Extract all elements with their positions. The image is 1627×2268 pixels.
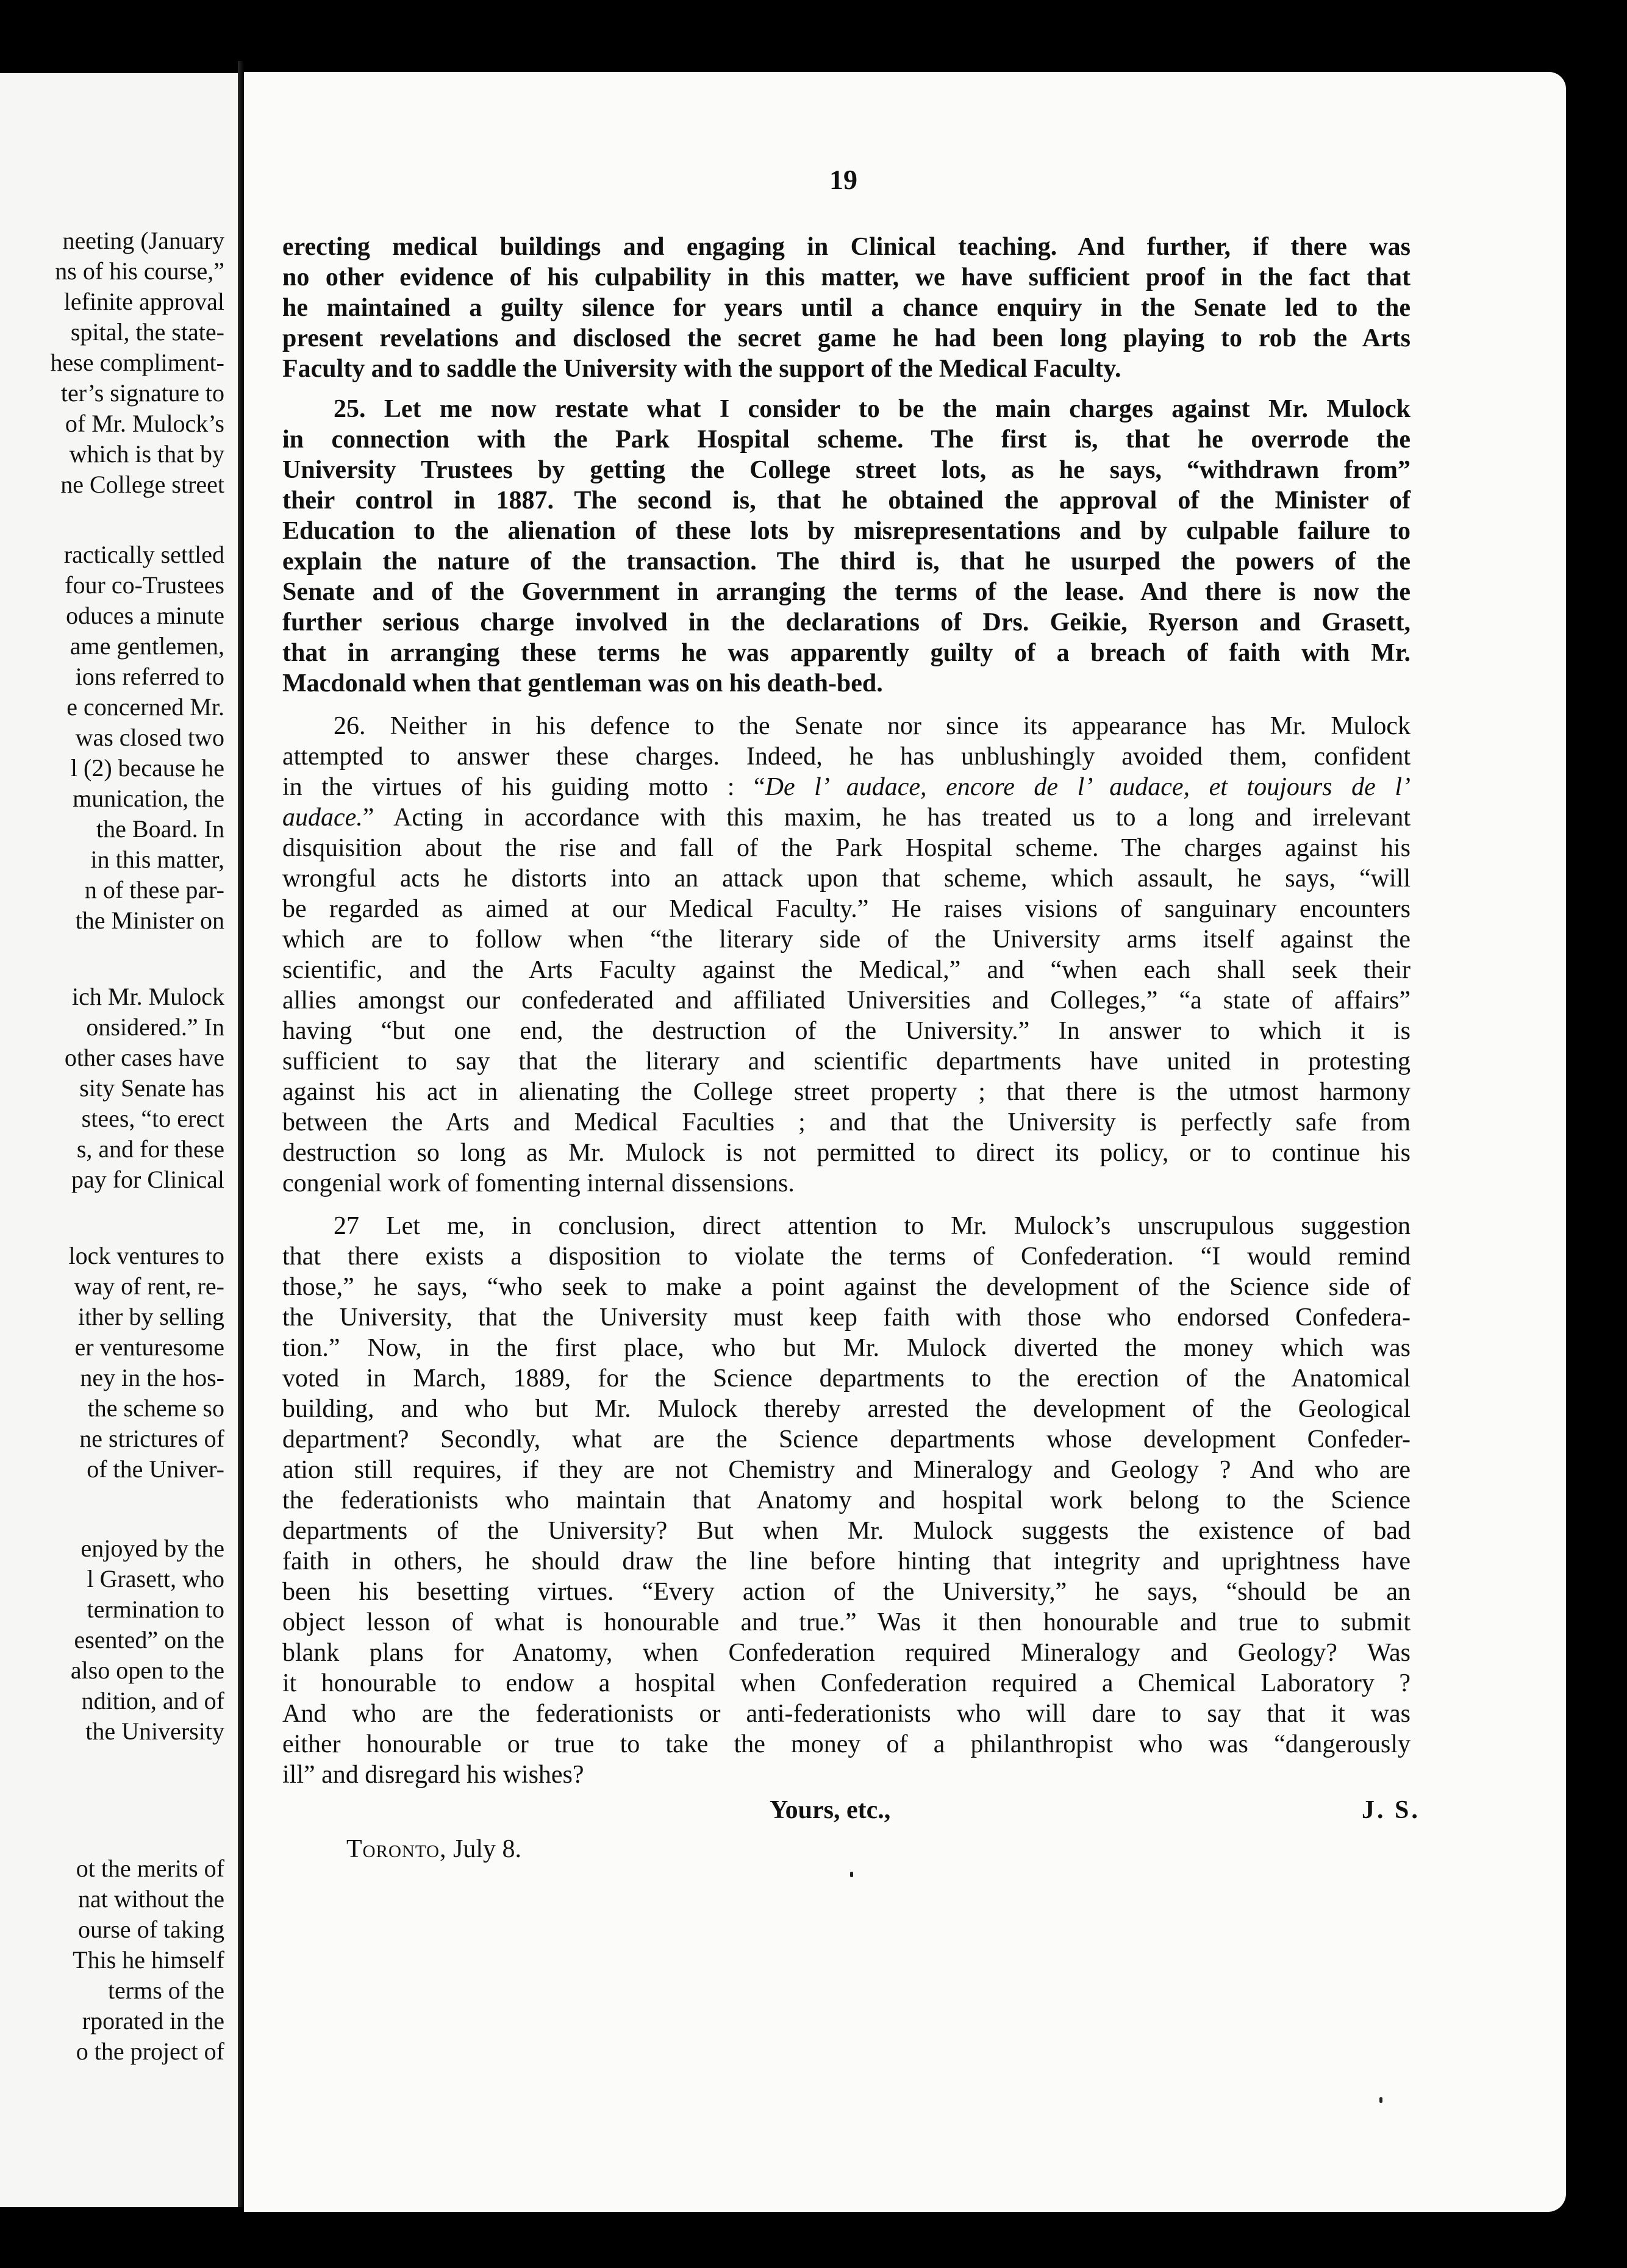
left-fragment-line: ractically settled: [63, 541, 224, 568]
text-line: Macdonald when that gentleman was on his death-bed.: [282, 669, 883, 697]
text-line: explain the nature of the transaction. The third is, that he usurped the powers of the: [282, 547, 1411, 576]
text-line: 26. Neither in his defence to the Senate nor since its appearance has Mr. Mulock: [334, 712, 1411, 740]
closing-salutation: Yours, etc.,: [770, 1796, 891, 1824]
left-fragment-block-3: [65, 982, 224, 1195]
left-fragment-line: neeting (January: [62, 227, 224, 254]
left-fragment-line: munication, the: [73, 785, 224, 812]
left-fragment-line: ne College street: [60, 471, 224, 498]
text-line: those,” he says, “who seek to make a point against the development of the Science side of: [282, 1273, 1411, 1301]
left-fragment-line: ter’s signature to: [60, 379, 224, 407]
paragraph-continuation: [282, 232, 1411, 384]
left-fragment-line: l Grasett, who: [87, 1565, 224, 1592]
text-line: that in arranging these terms he was apparently guilty of a breach of faith with Mr.: [282, 639, 1411, 667]
left-fragment-line: way of rent, re-: [74, 1272, 224, 1300]
left-fragment-block-4: [69, 1241, 225, 1485]
left-fragment-line: terms of the: [107, 1977, 224, 2004]
dateline: [346, 1834, 521, 1864]
text-line: University Trustees by getting the College street lots, as he says, “withdrawn from”: [282, 456, 1411, 484]
left-fragment-line: esented” on the: [74, 1626, 224, 1653]
text-line: scientific, and the Arts Faculty against the Medical,” and “when each shall seek their: [282, 956, 1411, 984]
left-fragment-line: also open to the: [70, 1656, 224, 1684]
text-line: having “but one end, the destruction of the University.” In answer to which it is: [282, 1017, 1411, 1045]
text-line: in connection with the Park Hospital scheme. The first is, that he overrode the: [282, 426, 1411, 454]
text-line: department? Secondly, what are the Science departments whose development Confeder-: [282, 1425, 1411, 1453]
date: July 8.: [452, 1835, 521, 1863]
left-fragment-line: ich Mr. Mulock: [72, 983, 224, 1010]
left-fragment-block-6: [73, 1853, 224, 2067]
paragraph-26: [282, 711, 1411, 1199]
left-fragment-line: oduces a minute: [66, 602, 224, 629]
text-line: the federationists who maintain that Anatomy and hospital work belong to the Science: [282, 1486, 1411, 1514]
text-line: allies amongst our confederated and affiliated Universities and Colleges,” “a state of affairs”: [282, 986, 1411, 1015]
left-fragment-line: ot the merits of: [76, 1855, 224, 1882]
text-line: between the Arts and Medical Faculties ; and that the University is perfectly safe from: [282, 1108, 1411, 1136]
text-line: 27 Let me, in conclusion, direct attention to Mr. Mulock’s unscrupulous suggestion: [334, 1212, 1411, 1240]
left-fragment-line: nat without the: [78, 1885, 224, 1913]
ink-speck: [850, 1872, 853, 1877]
text-line: ation still requires, if they are not Chemistry and Mineralogy and Geology ? And who are: [282, 1456, 1411, 1484]
text-line: departments of the University? But when Mr. Mulock suggests the existence of bad: [282, 1517, 1411, 1545]
left-fragment-line: in this matter,: [90, 846, 224, 873]
text-line: further serious charge involved in the declarations of Drs. Geikie, Ryerson and Grasett,: [282, 608, 1411, 637]
text-line: that there exists a disposition to violate the terms of Confederation. “I would remind: [282, 1243, 1411, 1271]
ink-speck: [1379, 2097, 1382, 2103]
text-line: the University, that the University must keep faith with those who endorsed Confedera-: [282, 1303, 1411, 1332]
text-line: he maintained a guilty silence for years until a chance enquiry in the Senate led to the: [282, 294, 1411, 322]
left-fragment-line: This he himself: [73, 1946, 224, 1974]
motto-intro: in the virtues of his guiding motto : “: [282, 773, 765, 801]
text-line: their control in 1887. The second is, that he obtained the approval of the Minister of: [282, 487, 1411, 515]
text-line: voted in March, 1889, for the Science departments to the erection of the Anatomical: [282, 1364, 1411, 1393]
text-line: no other evidence of his culpability in this matter, we have sufficient proof in the fact that: [282, 263, 1411, 291]
page-gutter: [238, 61, 244, 2207]
left-fragment-line: was closed two: [75, 724, 224, 751]
left-fragment-line: ney in the hos-: [80, 1364, 224, 1391]
left-fragment-line: which is that by: [69, 440, 224, 468]
left-fragment-line: hese compliment-: [50, 349, 224, 376]
left-fragment-line: the Board. In: [96, 815, 224, 843]
french-motto-end: audace.: [282, 804, 363, 832]
left-fragment-line: rporated in the: [82, 2007, 224, 2034]
text-line: disquisition about the rise and fall of the Park Hospital scheme. The charges against his: [282, 834, 1411, 862]
text-line: erecting medical buildings and engaging in Clinical teaching. And further, if there was: [282, 233, 1411, 261]
left-fragment-line: ame gentlemen,: [70, 632, 224, 660]
text-line: either honourable or true to take the money of a philanthropist who was “dangerously: [282, 1730, 1411, 1758]
text-line: building, and who but Mr. Mulock thereby arrested the development of the Geological: [282, 1395, 1411, 1423]
left-fragment-line: lefinite approval: [63, 288, 224, 315]
left-fragment-line: the scheme so: [87, 1394, 224, 1422]
left-fragment-line: stees, “to erect: [81, 1105, 224, 1132]
left-fragment-line: l (2) because he: [70, 754, 224, 782]
left-fragment-line: ne strictures of: [79, 1425, 224, 1452]
text-line: be regarded as aimed at our Medical Faculty.” He raises visions of sanguinary encounters: [282, 895, 1411, 923]
dateline-row: [244, 1834, 1566, 1864]
left-page-fragment: [0, 73, 238, 2207]
left-fragment-line: of Mr. Mulock’s: [65, 410, 224, 437]
text-line: blank plans for Anatomy, when Confederation required Mineralogy and Geology? Was: [282, 1639, 1411, 1667]
text-line: object lesson of what is honourable and true.” Was it then honourable and true to submit: [282, 1608, 1411, 1636]
text-line: Senate and of the Government in arranging the terms of the lease. And there is now the: [282, 578, 1411, 606]
left-fragment-line: other cases have: [64, 1044, 224, 1071]
text-line: And who are the federationists or anti-federationists who will dare to say that it was: [282, 1700, 1411, 1728]
text-line-with-motto: [282, 772, 1411, 802]
paragraph-27: [282, 1211, 1411, 1790]
left-fragment-line: termination to: [87, 1596, 224, 1623]
text-line: tion.” Now, in the first place, who but Mr. Mulock diverted the money which was: [282, 1334, 1411, 1362]
left-fragment-line: ns of his course,”: [55, 257, 224, 285]
place-name: Toronto,: [346, 1835, 447, 1863]
text-line: ill” and disregard his wishes?: [282, 1761, 584, 1789]
left-fragment-line: e concerned Mr.: [66, 693, 224, 721]
left-fragment-line: the University: [85, 1717, 224, 1745]
left-fragment-line: lock ventures to: [68, 1242, 224, 1269]
left-fragment-line: ourse of taking: [78, 1916, 224, 1943]
left-fragment-line: ions referred to: [75, 663, 224, 690]
left-fragment-line: o the project of: [76, 2038, 224, 2065]
text-line: it honourable to endow a hospital when Confederation required a Chemical Laboratory ?: [282, 1669, 1411, 1697]
text-line-with-motto: [282, 802, 1411, 833]
text-line: sufficient to say that the literary and scientific departments have united in protesting: [282, 1047, 1411, 1075]
left-fragment-line: ndition, and of: [81, 1687, 224, 1714]
left-fragment-line: ither by selling: [78, 1303, 224, 1330]
main-page: [244, 72, 1566, 2212]
text-line: 25. Let me now restate what I consider to be the main charges against Mr. Mulock: [334, 395, 1411, 423]
page-number: 19: [829, 164, 857, 195]
text-line: Faculty and to saddle the University with the support of the Medical Faculty.: [282, 355, 1121, 383]
left-fragment-line: spital, the state-: [70, 318, 224, 346]
text-line: been his besetting virtues. “Every action of the University,” he says, “should be an: [282, 1578, 1411, 1606]
text-line: present revelations and disclosed the secret game he had been long playing to rob the Arts: [282, 324, 1411, 352]
paragraph-25: [282, 394, 1411, 699]
left-fragment-line: of the Univer-: [87, 1455, 224, 1483]
left-fragment-line: er venturesome: [74, 1333, 224, 1361]
text-line: attempted to answer these charges. Indeed, he has unblushingly avoided them, confident: [282, 743, 1411, 771]
left-fragment-line: onsidered.” In: [86, 1013, 224, 1041]
left-fragment-line: sity Senate has: [79, 1074, 224, 1102]
left-fragment-line: s, and for these: [76, 1135, 224, 1163]
text-line: destruction so long as Mr. Mulock is not permitted to direct its policy, or to continue his: [282, 1139, 1411, 1167]
text-line: Education to the alienation of these lots by misrepresentations and by culpable failure to: [282, 517, 1411, 545]
left-fragment-line: n of these par-: [84, 876, 224, 904]
text-line: against his act in alienating the College street property ; that there is the utmost harmony: [282, 1078, 1411, 1106]
author-initials: J. S.: [1362, 1796, 1420, 1824]
text-line: which are to follow when “the literary side of the University arms itself against the: [282, 925, 1411, 954]
signature-row: [244, 1795, 1566, 1825]
left-fragment-line: enjoyed by the: [80, 1535, 224, 1562]
motto-follow: ” Acting in accordance with this maxim, he has treated us to a long and irrelevant: [362, 804, 1411, 832]
left-fragment-line: the Minister on: [75, 907, 224, 934]
text-line: congenial work of fomenting internal dissensions.: [282, 1169, 795, 1197]
left-fragment-line: four co-Trustees: [65, 571, 224, 599]
left-fragment-block-1: [51, 226, 224, 500]
text-line: wrongful acts he distorts into an attack upon that scheme, which assault, he says, “will: [282, 865, 1411, 893]
text-line: faith in others, he should draw the line before hinting that integrity and uprightness have: [282, 1547, 1411, 1575]
left-fragment-block-5: [71, 1533, 224, 1747]
left-fragment-line: pay for Clinical: [71, 1166, 224, 1193]
left-fragment-block-2: [64, 540, 224, 936]
french-motto: De l’ audace, encore de l’ audace, et toujours de l’: [765, 773, 1411, 801]
